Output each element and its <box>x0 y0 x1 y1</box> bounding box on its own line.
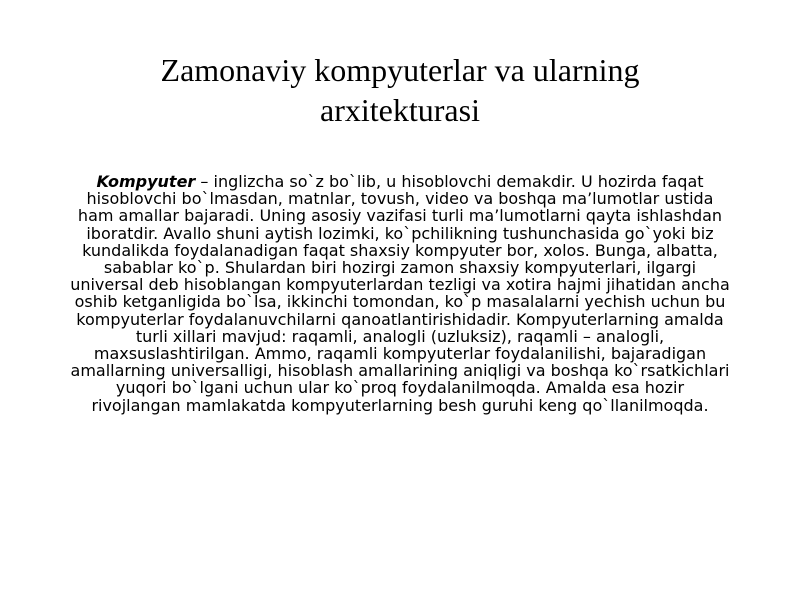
slide-title-line-1: Zamonaviy kompyuterlar va ularning <box>160 52 640 88</box>
body-text: – inglizcha so`z bo`lib, u hisoblovchi demakdir. U hozirda faqat hisoblovchi bo`lmasdan, matnlar, tovush, video va boshqa ma’lumotlar ustida ham amallar bajaradi. Uning asosiy vazifasi turli ma’lumotlarni qayta ishlashdan iboratdir. Avallo shuni aytish lozimki, ko`pchilikning tushunchasida go`yoki biz kundalikda foydalanadigan faqat shaxsiy kompyuter bor, xolos. Bunga, albatta, sabablar ko`p. Shulardan biri hozirgi zamon shaxsiy kompyuterlari, ilgargi universal deb hisoblangan kompyuterlardan tezligi va xotira hajmi jihatidan ancha oshib ketganligida bo`lsa, ikkinchi tomondan, ko`p masalalarni yechish uchun bu kompyuterlar foydalanuvchilarni qanoatlantirishidadir. Kompyuterlarning amalda turli xillari mavjud: raqamli, analogli (uzluksiz), raqamli – analogli, maxsuslashtirilgan. Ammo, raqamli kompyuterlar foydalanilishi, bajaradigan amallarning universalligi, hisoblash amallarining aniqligi va boshqa ko`rsatkichlari yuqori bo`lgani uchun ular ko`proq foydalanilmoqda. Amalda esa hozir rivojlangan mamlakatda kompyuterlarning besh guruhi keng qo`llanilmoqda. <box>70 172 730 415</box>
slide-title-line-2: arxitekturasi <box>320 92 480 128</box>
slide-title <box>100 50 700 130</box>
slide-body-paragraph <box>70 173 730 414</box>
body-term: Kompyuter <box>96 172 196 191</box>
